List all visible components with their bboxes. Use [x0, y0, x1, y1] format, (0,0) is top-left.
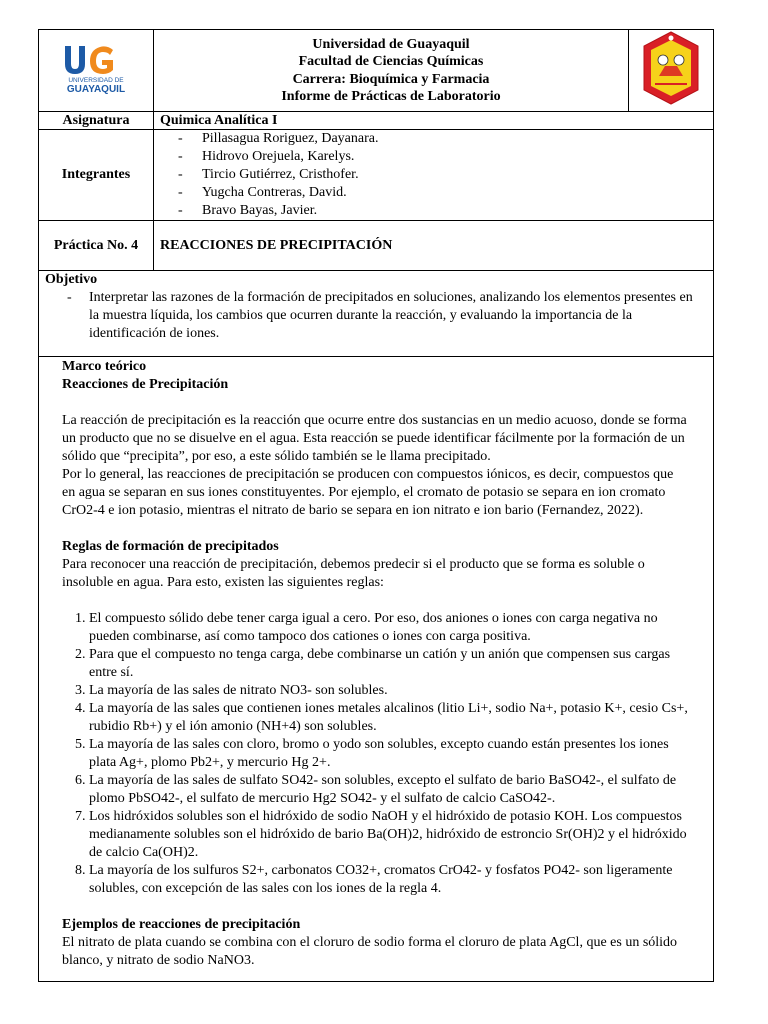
- ug-logo: [39, 30, 154, 112]
- asignatura-label: Asignatura: [39, 112, 154, 130]
- logo-small-text: UNIVERSIDAD DE: [68, 77, 124, 84]
- integrantes-label: Integrantes: [39, 130, 154, 221]
- title-line-career: Carrera: Bioquímica y Farmacia: [292, 71, 490, 87]
- header-titles: [154, 30, 629, 112]
- marco-subtitle: Reacciones de Precipitación: [62, 377, 229, 392]
- title-line-report: Informe de Prácticas de Laboratorio: [281, 89, 501, 104]
- asignatura-value: Quimica Analítica I: [154, 112, 714, 130]
- practica-label: Práctica No. 4: [39, 221, 154, 271]
- list-item: 2. Para que el compuesto no tenga carga, debe combinarse un catión y un anión que compensen sus cargas entre sí.: [89, 646, 689, 682]
- reglas-title: Reglas de formación de precipitados: [62, 539, 279, 554]
- ug-logo-icon: [59, 42, 133, 94]
- list-item: 3. La mayoría de las sales de nitrato NO3- son solubles.: [89, 682, 689, 700]
- practica-title: REACCIONES DE PRECIPITACIÓN: [154, 221, 714, 271]
- logo-big-text: GUAYAQUIL: [66, 84, 126, 94]
- reglas-intro: Para reconocer una reacción de precipitación, debemos predecir si el producto que se forma es soluble o insoluble en agua. Para esto, existen las siguientes reglas:: [62, 557, 645, 590]
- list-item: - Bravo Bayas, Javier.: [178, 202, 713, 220]
- list-item: 6. La mayoría de las sales de sulfato SO42- son solubles, excepto el sulfato de bario BaSO42-, el sulfato de plomo PbSO42-, el sulfato de mercurio Hg2 SO42- y el sulfato de calcio CaSO42-.: [89, 772, 689, 808]
- list-item: 5. La mayoría de las sales con cloro, bromo o yodo son solubles, excepto cuando están presentes los iones plata Ag+, plomo Pb2+, y mercurio Hg 2+.: [89, 736, 689, 772]
- marco-paragraph-1: La reacción de precipitación es la reacción que ocurre entre dos sustancias en un medio acuoso, donde se forma un producto que no se disuelve en el agua. Esta reacción se puede identificar fácilmente por la formación de un sólido que “precipita”, por eso, a este sólido también se le llama precipitado.: [62, 413, 687, 464]
- list-item: 8. La mayoría de los sulfuros S2+, carbonatos CO32+, cromatos CrO42- y fosfatos PO42- son ligeramente solubles, con excepción de las sales con los iones de la regla 4.: [89, 862, 689, 898]
- objetivo-text: - Interpretar las razones de la formación de precipitados en soluciones, analizando los elementos presentes en la muestra líquida, los cambios que ocurren durante la reacción, y evaluando la importancia de la identificación de iones.: [45, 289, 705, 343]
- title-line-university: Universidad de Guayaquil: [312, 36, 470, 52]
- objetivo-section: [38, 271, 714, 357]
- list-item: - Hidrovo Orejuela, Karelys.: [178, 148, 713, 166]
- list-item: - Yugcha Contreras, David.: [178, 184, 713, 202]
- list-item: 4. La mayoría de las sales que contienen iones metales alcalinos (litio Li+, sodio Na+, potasio K+, cesio Cs+, rubidio Rb+) y el ión amonio (NH+4) son solubles.: [89, 700, 689, 736]
- marco-teorico-section: [38, 357, 714, 982]
- integrantes-list-cell: [154, 130, 714, 221]
- integrantes-list: [154, 130, 713, 220]
- title-line-faculty: Facultad de Ciencias Químicas: [298, 54, 484, 69]
- list-item: - Pillasagua Roriguez, Dayanara.: [178, 130, 713, 148]
- list-item: 7. Los hidróxidos solubles son el hidróxido de sodio NaOH y el hidróxido de potasio KOH. Los compuestos medianamente solubles son el hidróxido de bario Ba(OH)2, hidróxido de estroncio Sr(OH)2 y el hidróxido de calcio Ca(OH)2.: [89, 808, 689, 862]
- ejemplos-title: Ejemplos de reacciones de precipitación: [62, 917, 301, 932]
- marco-paragraph-2: Por lo general, las reacciones de precipitación se producen con compuestos iónicos, es decir, compuestos que en agua se separan en sus iones constituyentes. Por ejemplo, el cromato de potasio se separa en ion cromato CrO2-4 e ion potasio, mientras el nitrato de bario se separa en ion nitrato e ion bario (Fernandez, 2022).: [62, 467, 674, 518]
- ejemplos-text: El nitrato de plata cuando se combina con el cloruro de sodio forma el cloruro de plata AgCl, que es un sólido blanco, y nitrato de sodio NaNO3.: [62, 935, 678, 968]
- header-table: [38, 29, 714, 271]
- document-page: [38, 29, 714, 982]
- faculty-seal-icon: [641, 30, 701, 106]
- list-item: 1. El compuesto sólido debe tener carga igual a cero. Por eso, dos aniones o iones con carga negativa no pueden combinarse, así como tampoco dos cationes o iones con carga positiva.: [89, 610, 689, 646]
- reglas-list: [62, 610, 689, 898]
- list-item: - Tircio Gutiérrez, Cristhofer.: [178, 166, 713, 184]
- faculty-seal: [629, 30, 714, 112]
- objetivo-title: Objetivo: [45, 272, 98, 287]
- marco-title: Marco teórico: [62, 359, 147, 374]
